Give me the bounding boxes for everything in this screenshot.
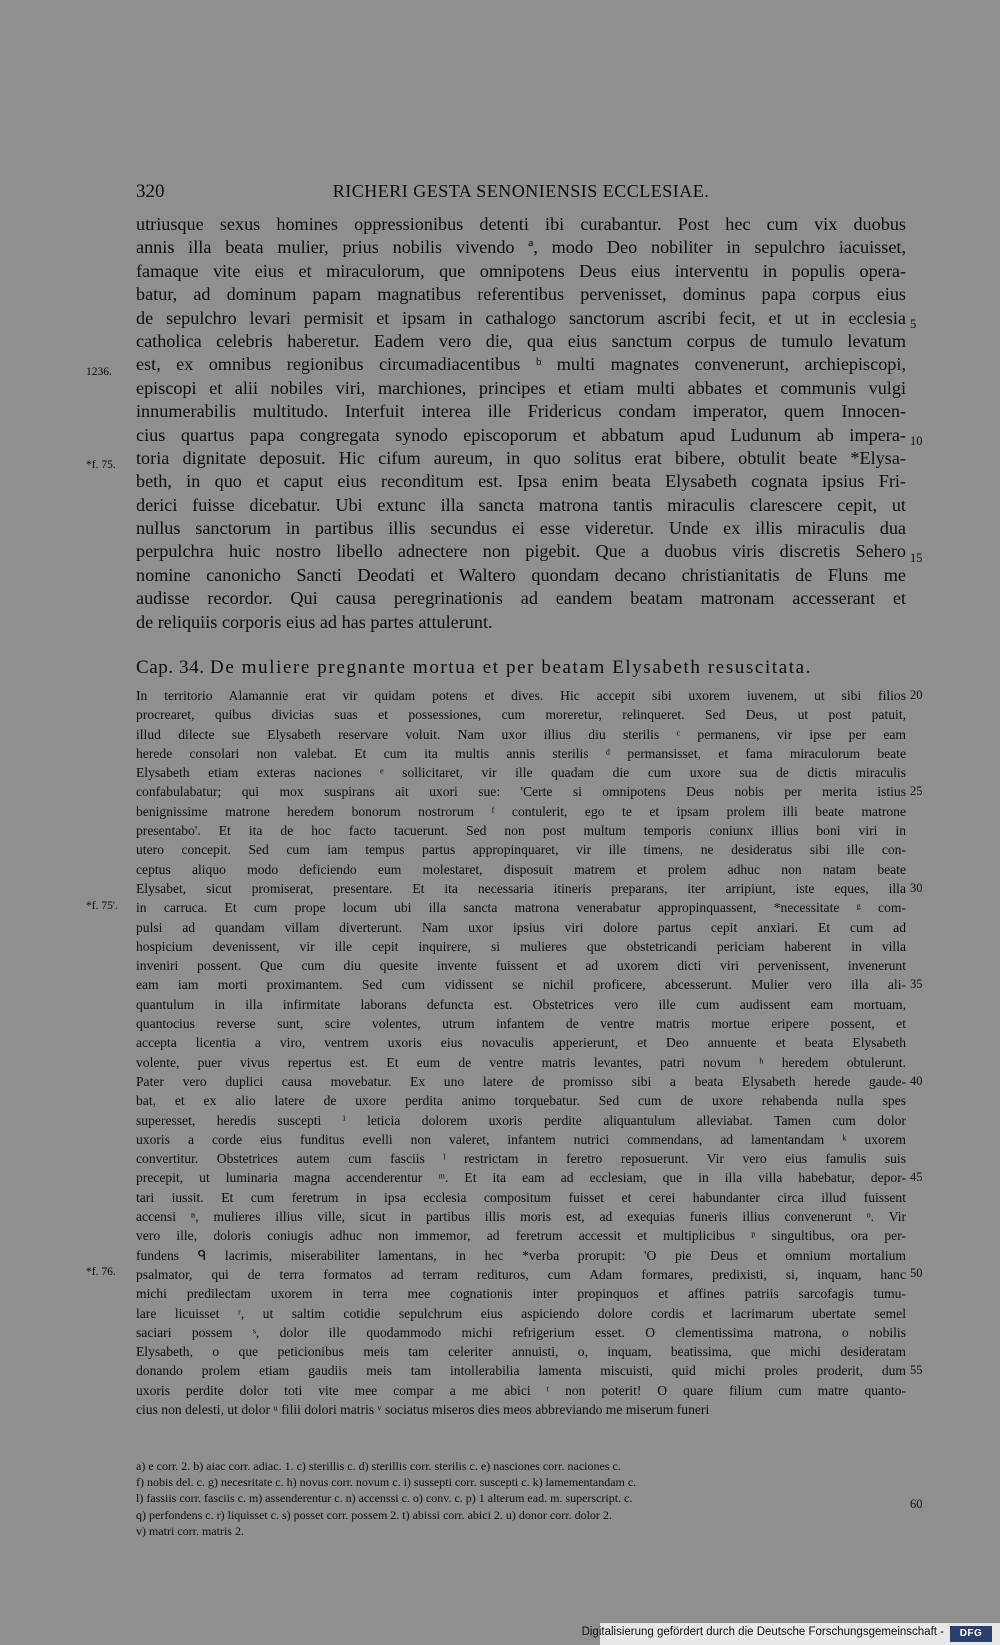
text-line: Elysabeth etiam exteras naciones ᵉ sollicitaret, vir ille quadam die cum uxore sua de dictis miraculis [136,765,906,781]
text-line: presentabo'. Et ita de hoc facto tacuerunt. Sed non post multum temporis coniunx illius boni viri in [136,823,906,839]
text-line: cius quartus papa congregata synodo episcoporum et abbatum apud Ludunum ab impera- [136,424,906,445]
text-line: pulsi ad quandam villam diverterunt. Nam uxor ipsius viri dolore partus cepit anxiari. Et cum ad [136,919,906,935]
text-line: famaque vite eius et miraculorum, que omnipotens Deus eius interventu in populis opera- [136,260,906,281]
text-line: de sepulchro levari permisit et ipsam in cathalogo sanctorum ascribi fecit, et ut in ecclesia [136,307,906,328]
text-line: quantulum in illa infirmitate laborans defuncta est. Obstetrices vero ille cum audissent eam mortuam, [136,996,906,1012]
text-line: procrearet, quibus divicias suas et possessiones, cum moreretur, relinqueret. Sed Deus, ut post patuit, [136,707,906,723]
text-line: illud dilecte sue Elysabeth reservare voluit. Nam uxor illius diu sterilis ᶜ permanens, vir ipse per eam [136,726,906,742]
text-line: michi predilectam uxorem in terra mee cognationis inter propinquos et affines patriis sarcofagis tumu- [136,1286,906,1302]
text-line: lare licuisset ʳ, ut saltim cotidie sepulchrum eius aspiciendo dolore cordis et lacrimarum ubertate semel [136,1305,906,1321]
text-line: vero ille, doloris coniugis adhuc non immemor, ad feretrum accessit et multiplicibus ᵖ singultibus, ora per- [136,1228,906,1244]
text-line: In territorio Alamannie erat vir quidam potens et dives. Hic accepit sibi uxorem iuvenem, ut sibi filios [136,688,906,703]
line-number: 50 [910,1266,923,1280]
footnote-line: a) e corr. 2. b) aiac corr. adiac. 1. c) sterillis c. d) sterillis corr. sterilis c. e) nasciones corr. naciones c. [136,1459,621,1473]
text-line: bat, et ex alio latere de uxore perdita animo torquebatur. Sed cum de uxore rehabenda nulla spes [136,1093,906,1109]
folio-marginal: *f. 76. [86,1266,116,1278]
page-header [136,181,906,207]
text-line: hospicium devenissent, vir ille cepit inquirere, si mulieres que obstetricandi periciam haberent in villa [136,938,906,954]
line-number: 30 [910,881,923,895]
line-number: 10 [910,434,923,448]
text-line: ceptus aliquo modo deficiendo eum molestaret, disposuit matrem et prolem adhuc non natam beate [136,861,906,877]
line-number: 5 [910,317,917,331]
text-line: utero concepit. Sed cum iam tempus partus appropinquaret, vir ille timens, ne desideratus sibi ille con- [136,842,906,858]
text-line: eam iam morti proximantem. Sed cum vidissent se nichil proficere, abcesserunt. Mulier vero illa ali- [136,977,906,993]
text-line: superesset, heredis suscepti ⁱ leticia dolorem uxoris perdite aliquantulum alleviabat. Tamen cum dolor [136,1112,906,1128]
text-line: Elysabet, sicut promiserat, presentare. Et ita necessaria itineris preparans, iter arripiunt, iste eques, illa [136,880,906,896]
text-line: batur, ad dominum papam magnatibus referentibus pervenisset, dominus papa corpus eius [136,284,906,305]
text-line: toria dignitate deposuit. Hic cifum aureum, in quo solitus erat bibere, obtulit beate *Elysa- [136,447,906,468]
text-line: Elysabeth, o que peticionibus meis tam celeriter annuisti, o, inquam, beatissima, que michi desideratam [136,1344,906,1360]
line-number: 35 [910,977,923,991]
running-title: RICHERI GESTA SENONIENSIS ECCLESIAE. [332,181,710,201]
text-line: fundens ᑫ lacrimis, miserabiliter lamentans, in hec *verba prorupit: 'O pie Deus et omnium mortalium [136,1247,906,1263]
text-line: quantocius reverse sunt, scire volentes, utrum infantem de ventre matris mortue eripere possent, et [136,1016,906,1032]
line-number: 60 [910,1497,923,1511]
digitization-footer [581,1623,1000,1645]
text-line: nullus sanctorum in partibus illis secundus ei esse videretur. Unde ex illis miraculis dua [136,518,906,539]
dfg-logo: DFG [950,1626,992,1642]
text-line: de reliquiis corporis eius ad has partes attulerunt. [136,611,493,632]
text-line: uxoris perdite dolor toti vite mee compar a me abici ᵗ non poterit! O quare filium cum matre quanto- [136,1382,906,1398]
text-line: confabulabatur; qui mox suspirans ait uxori sue: 'Certe si omnipotens Deus nobis per merita istius [136,784,906,800]
text-line: catholica celebris haberetur. Eadem vero die, qua eius sanctum corpus de tumulo levatum [136,330,906,351]
line-number: 25 [910,784,923,798]
text-line: audisse recordor. Qui causa peregrinationis ad eandem beatam matronam accesserant et [136,588,906,609]
line-number: 55 [910,1363,923,1377]
line-number: 15 [910,551,923,565]
main-text [136,213,906,634]
text-line: utriusque sexus homines oppressionibus detenti ibi curabantur. Post hec cum vix duobus [136,214,906,234]
text-line: Pater vero duplici causa movebatur. Ex uno latere de promisso sibi a beata Elysabeth herede gaude- [136,1073,906,1089]
folio-marginal: *f. 75'. [86,900,118,912]
text-line: convertitur. Obstetrices autem cum fasciis ˡ restrictam in feretro reposuerunt. Vir vero eius famulis suis [136,1151,906,1167]
text-line: accepta licentia a viro, ventrem uxoris eius novaculis apperierunt, et Deo annuente et beata Elysabeth [136,1035,906,1051]
text-line: derici fuisse dicebatur. Ubi extunc illa sancta matrona tantis miraculis clarescere cepit, ut [136,494,906,515]
page-number: 320 [136,181,165,202]
text-line: saciari possem ˢ, dolor ille quodammodo michi refrigerium esset. O clementissima matrona, o nobilis [136,1324,906,1340]
chapter-heading [136,657,906,685]
footnote-line: q) perfondens c. r) liquisset c. s) posset corr. possem 2. t) abissi corr. abici 2. u) donor corr. dolor 2. [136,1507,612,1522]
chapter-title: De muliere pregnante mortua et per beatam Elysabeth resuscitata. [210,657,813,678]
text-line: episcopi et alii nobiles viri, marchiones, principes et etiam multi abbates et communis vulgi [136,377,906,398]
text-line: donando prolem etiam gaudiis meis tam intollerabilia lamenta miscuisti, quid michi proles proderit, dum [136,1363,906,1379]
footnote-line: v) matri corr. matris 2. [136,1523,244,1538]
footnotes [136,1458,906,1539]
text-line: est, ex omnibus regionibus circumadiacentibus ᵇ multi magnates convenerunt, archiepiscopi, [136,354,906,375]
text-line: uxoris a corde eius funditus evelli non valeret, infantem nutrici commendans, ad lamentandam ᵏ uxorem [136,1131,906,1147]
text-line: nomine canonicho Sancti Deodati et Waltero quondam decano christianitatis de Fluns me [136,564,906,585]
text-line: in carruca. Et cum prope locum ubi illa sancta matrona venerabatur appropinquassent, *necessitate ᵍ com- [136,900,906,916]
footer-credit: Digitalisierung gefördert durch die Deutsche Forschungsgemeinschaft - [581,1626,944,1638]
line-number: 45 [910,1170,923,1184]
line-number: 40 [910,1074,923,1088]
text-line: herede consolari non valebat. Et cum ita multis annis sterilis ᵈ permansisset, et fama miraculorum beate [136,745,906,761]
text-line: cius non delesti, ut dolor ᵘ filii dolori matris ᵛ sociatus miseros dies meos abbreviando me miserum funeri [136,1401,710,1417]
text-line: volente, puer vivus repertus est. Et eum de ventre matris levantes, patri novum ʰ heredem obtulerunt. [136,1054,906,1070]
text-line: accensi ⁿ, mulieres illius ville, sicut in partibus illis moris est, ad exequias funeris illius convenerunt ᵒ. Vir [136,1209,906,1225]
text-line: beth, in quo et caput eius reconditum est. Ipsa enim beata Elysabeth cognata ipsius Fri- [136,471,906,492]
chapter-text [136,686,906,1419]
folio-marginal: *f. 75. [86,459,116,471]
year-marginal: 1236. [86,366,112,378]
text-line: inveniri possent. Que cum diu quesite invente fuissent et ad uxorem dicti viri pervenissent, invenerunt [136,958,906,974]
footnote-line: f) nobis del. c. g) necesritate c. h) novus corr. novum c. i) sussepti corr. suscepti c. k) lamementandam c. [136,1475,637,1490]
line-number: 20 [910,688,923,702]
text-line: innumerabilis multitudo. Interfuit interea ille Fridericus condam imperator, quem Innocen- [136,401,906,422]
text-line: perpulchra huic nostro libello adnectere non pigebit. Que a duobus viris discretis Sehero [136,541,906,562]
text-line: annis illa beata mulier, prius nobilis vivendo ª, modo Deo nobiliter in sepulchro iacuisset, [136,237,906,258]
footnote-line: l) fassiis corr. fasciis c. m) assenderentur c. n) accenssi c. o) conv. c. p) 1 alterum ead. m. superscript. c. [136,1491,633,1506]
text-line: benignissime matrone heredem bonorum nostrorum ᶠ contulerit, ego te et ipsam prolem illi beate matrone [136,803,906,819]
chapter-number: Cap. 34. [136,657,205,678]
text-line: tari iussit. Et cum feretrum in ipsa ecclesia compositum fuisset et cerei habundanter circa illud fuissent [136,1189,906,1205]
text-line: psalmator, qui de terra formatos ad terram redituros, cum Adam formares, predixisti, si, inquam, hanc [136,1266,906,1282]
text-line: precepit, ut luminaria magna accenderentur ᵐ. Et ita eam ad ecclesiam, que in illa villa habebatur, depor- [136,1170,906,1186]
